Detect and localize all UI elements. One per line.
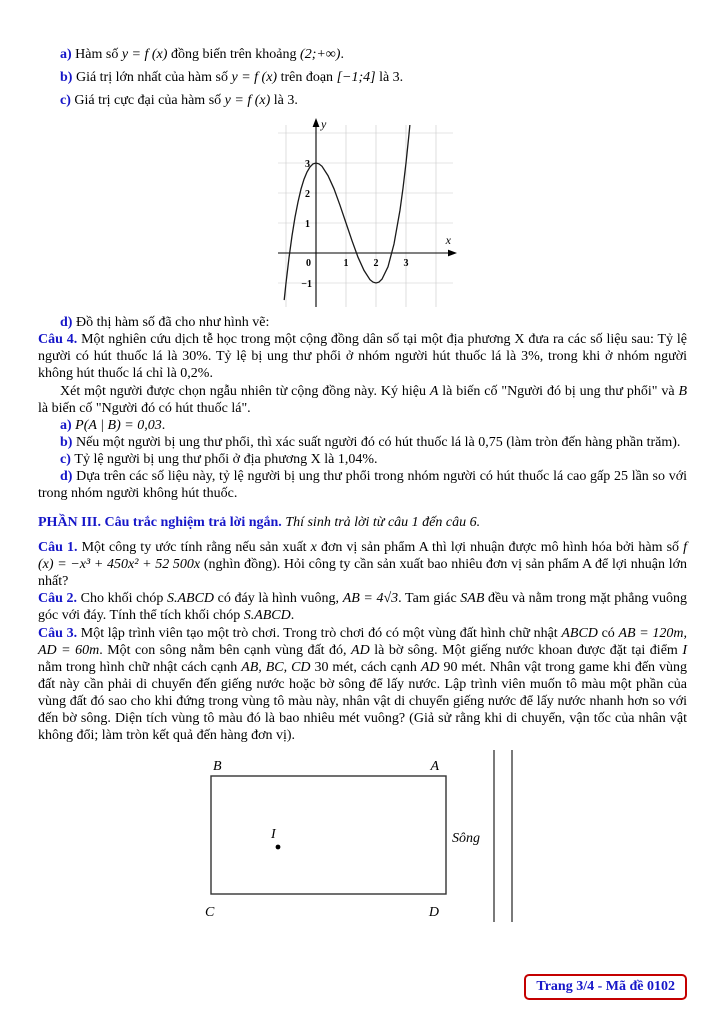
text-segment: là biến cố "Người đó có hút thuốc lá". [38, 400, 251, 416]
text-segment: 30 mét, cách cạnh [310, 659, 421, 675]
x-axis-arrow [448, 250, 457, 257]
x-tick-2: 2 [373, 258, 378, 270]
text-segment: Nếu một người bị ung thư phổi, thì xác suất người đó có hút thuốc lá là 0,75 (làm tròn đến hàng phần trăm). [75, 434, 681, 450]
q4-item-a [38, 417, 687, 434]
question-4-consider [38, 383, 687, 417]
text-segment: S.ABCD [166, 591, 215, 607]
statement-d [38, 314, 687, 331]
text-segment: c) [60, 451, 75, 467]
text-segment: Một nghiên cứu dịch tễ học trong một cộng đồng dân số tại một địa phương X đưa ra các số liệu sau: Tỷ lệ người có hút thuốc lá là 30%. Tỷ lệ bị ung thư phổi ở nhóm người hút thuốc lá là 3%, trong khi ở nhóm người không hút thuốc lá chỉ là 0,2%. [38, 332, 687, 382]
text-segment: Tỷ lệ người bị ung thư phổi ở địa phương X là 1,04%. [74, 451, 378, 467]
y-axis-arrow [312, 118, 319, 127]
text-segment: d) [60, 315, 76, 331]
x-tick-3: 3 [403, 258, 408, 270]
x-tick-1: 1 [343, 258, 348, 270]
text-segment: có đáy là hình vuông, [214, 591, 343, 607]
text-segment: y = f (x) [231, 70, 278, 86]
text-segment: d) [60, 468, 77, 484]
text-segment: AD [351, 642, 370, 658]
y-tick-3: 3 [304, 159, 310, 171]
land-rectangle [211, 776, 446, 894]
text-segment: . [290, 608, 295, 624]
text-segment: Xét một người được chọn ngẫu nhiên từ cộng đồng này. Ký hiệu [60, 383, 430, 399]
question-2 [38, 590, 687, 624]
text-segment: đồng biến trên khoảng [167, 47, 301, 62]
question-4 [38, 331, 687, 382]
y-tick-2: 2 [304, 189, 310, 201]
corner-label-C: C [204, 905, 214, 921]
text-segment: AB = 120m, AD = 60m [38, 625, 687, 658]
text-segment: x [310, 540, 317, 556]
text-segment: là 3. [270, 93, 298, 109]
question-1 [38, 539, 687, 590]
text-segment: a) [60, 47, 76, 62]
land-river-diagram [203, 750, 523, 927]
text-segment: . Tam giác [398, 591, 461, 607]
text-segment: AD [420, 659, 440, 675]
river-label: Sông [451, 831, 480, 847]
land-river-diagram-svg [203, 750, 523, 922]
text-segment: ABCD [561, 625, 598, 641]
corner-label-D: D [428, 905, 439, 921]
text-segment: nằm trong hình chữ nhật cách cạnh [38, 659, 242, 675]
corner-label-A: A [429, 759, 439, 775]
text-segment: Dựa trên các số liệu này, tỷ lệ người bị ung thư phổi trong nhóm người có hút thuốc lá cao gấp 25 lần so với trong nhóm người không hút thuốc. [38, 468, 687, 502]
text-segment: P(A | B) = 0,03 [75, 417, 162, 433]
text-segment: là 3. [375, 70, 404, 86]
text-segment: là biến cố "Người đó bị ung thư phổi" và [438, 383, 679, 399]
text-segment: Cho khối chóp [77, 591, 167, 607]
text-segment: [−1;4] [336, 70, 376, 86]
text-segment: 90 mét. Nhân vật trong game khi đến vùng đất này cần phải di chuyển đến giếng nước hoặc bờ sông để lấy nước. Lập trình viên muốn tô màu một phần của vùng đất đó sao cho khi đứng trong vùng tô màu này, nhân vật di chuyển giếng nước để lấy nước nhanh hơn so với đến bờ sông. Diện tích vùng tô màu đó là bao nhiêu mét vuông? (Giả sử rằng khi di chuyển, vận tốc của nhân vật không đổi; làm tròn kết quả đến hàng đơn vị). [38, 659, 687, 744]
well-point-label: I [270, 827, 276, 843]
text-segment: PHẦN III. Câu trắc nghiệm trả lời ngắn. [38, 515, 282, 531]
text-segment: . Một con sông nằm bên cạnh vùng đất đó, [99, 642, 352, 658]
text-segment: . [340, 47, 344, 62]
text-segment: I [682, 642, 687, 658]
text-segment: là bờ sông. Một giếng nước khoan được đặt tại điểm [369, 642, 683, 658]
x-axis-label: x [445, 233, 451, 248]
text-segment: y = f (x) [121, 47, 168, 62]
function-graph-svg [268, 111, 458, 309]
text-segment: trên đoạn [277, 70, 337, 86]
text-segment: Câu 3. [38, 625, 78, 641]
text-segment: Câu 4. [38, 332, 78, 348]
well-point-dot [275, 845, 280, 850]
text-segment: đều và nằm trong mặt phẳng vuông góc với đáy. Tính thể tích khối chóp [38, 591, 688, 624]
text-segment: . [161, 417, 166, 433]
text-segment: Hàm số [75, 47, 122, 62]
text-segment: Một công ty ước tính rằng nếu sản xuất [77, 540, 311, 556]
question-3 [38, 625, 687, 745]
text-segment: Thí sinh trả lời từ câu 1 đến câu 6. [281, 515, 481, 531]
text-segment: Giá trị cực đại của hàm số [74, 93, 225, 109]
text-segment: Giá trị lớn nhất của hàm số [75, 70, 232, 86]
function-graph [268, 111, 458, 314]
text-segment: SAB [460, 591, 485, 607]
text-segment: A [429, 383, 439, 399]
page-footer-badge [524, 974, 687, 1000]
text-segment: đơn vị sản phẩm A thì lợi nhuận được mô hình hóa bởi hàm số [316, 540, 684, 556]
text-segment: a) [60, 417, 76, 433]
text-segment: AB = 4√3 [342, 591, 399, 607]
page-footer-text: Trang 3/4 - Mã đề 0102 [536, 979, 675, 994]
q4-item-b [38, 434, 687, 451]
part-3-heading [38, 514, 687, 531]
text-segment: AB, BC, CD [241, 659, 311, 675]
y-tick-neg1: −1 [300, 279, 312, 291]
q4-item-c [38, 451, 687, 468]
q4-item-d [38, 468, 687, 502]
function-curve [284, 112, 411, 300]
river-bank-lines [494, 750, 512, 922]
text-segment: (nghìn đồng). Hỏi công ty cần sản xuất bao nhiêu đơn vị sản phẩm A để lợi nhuận lớn nhất? [38, 557, 687, 590]
y-axis-label: y [320, 117, 326, 132]
statement-c [38, 92, 687, 109]
text-segment: b) [60, 434, 76, 450]
text-segment: B [678, 383, 687, 399]
text-segment: Câu 2. [38, 591, 78, 607]
text-segment: y = f (x) [224, 93, 271, 109]
text-segment: c) [60, 93, 75, 109]
text-segment: f (x) = −x³ + 450x² + 52 500x [38, 540, 687, 573]
statement-a [38, 46, 687, 63]
text-segment: b) [60, 70, 76, 86]
corner-label-B: B [212, 759, 222, 775]
text-segment: Đồ thị hàm số đã cho như hình vẽ: [75, 315, 270, 331]
text-segment: (2;+∞) [300, 47, 341, 62]
text-segment: Câu 1. [38, 540, 78, 556]
origin-label: 0 [305, 258, 311, 270]
text-segment: S.ABCD [243, 608, 291, 624]
y-tick-1: 1 [304, 219, 310, 231]
text-segment: có [597, 625, 619, 641]
statement-b [38, 69, 687, 86]
text-segment: Một lập trình viên tạo một trò chơi. Trong trò chơi đó có một vùng đất hình chữ nhật [77, 625, 562, 641]
